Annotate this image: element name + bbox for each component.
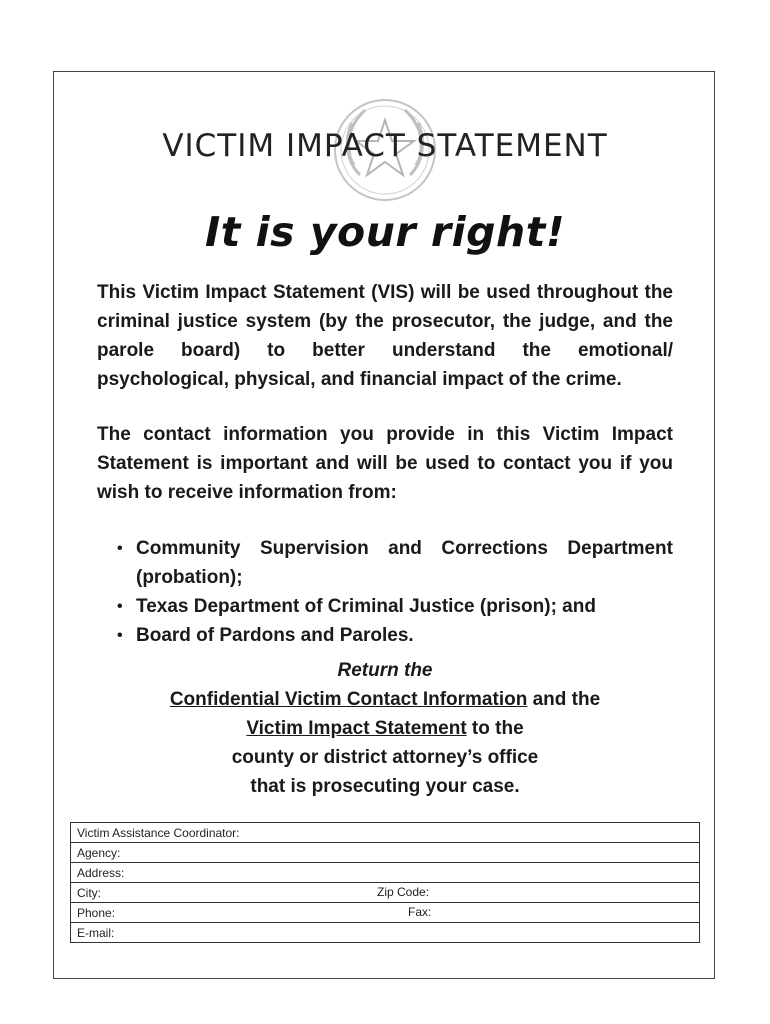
return-heading: Return the — [337, 660, 433, 681]
bullet-icon: • — [117, 540, 123, 557]
coordinator-contact-table — [70, 822, 700, 943]
list-item: • Board of Pardons and Paroles. — [97, 621, 673, 650]
vis-form-name: Victim Impact Statement — [246, 718, 467, 739]
city-zip-field[interactable] — [71, 883, 700, 903]
table-row — [71, 823, 700, 843]
email-field[interactable]: E-mail: — [71, 923, 700, 943]
phone-fax-field[interactable] — [71, 903, 700, 923]
zip-label: Zip Code: — [377, 885, 430, 899]
phone-label: Phone: — [77, 905, 116, 920]
return-instructions: Return the Confidential Victim Contact Information and the Victim Impact Statement to the county or district attorney’s office that is prosecuting your case. — [0, 656, 770, 801]
table-row — [71, 863, 700, 883]
bullet-icon: • — [117, 627, 123, 644]
fax-label: Fax: — [408, 905, 432, 919]
return-line-5: that is prosecuting your case. — [250, 776, 520, 797]
agency-field[interactable]: Agency: — [71, 843, 700, 863]
agency-list — [97, 534, 673, 650]
city-label: City: — [77, 885, 101, 900]
list-item: • Community Supervision and Corrections Department (probation); — [97, 534, 673, 592]
headline: It is your right! — [204, 208, 566, 256]
confidential-form-name: Confidential Victim Contact Information — [169, 689, 528, 710]
table-row — [71, 883, 700, 903]
address-field[interactable]: Address: — [71, 863, 700, 883]
table-row — [71, 843, 700, 863]
bullet-icon: • — [117, 598, 123, 615]
coordinator-field[interactable]: Victim Assistance Coordinator: — [71, 823, 700, 843]
list-item: • Texas Department of Criminal Justice (prison); and — [97, 592, 673, 621]
table-row — [71, 903, 700, 923]
intro-paragraph: This Victim Impact Statement (VIS) will be used throughout the criminal justice system (by the prosecutor, the judge, and the parole board) to better understand the emotional/ psychological, physical, and financial impact of the crime. — [97, 282, 673, 390]
return-line-4: county or district attorney’s office — [231, 747, 539, 768]
page-title: VICTIM IMPACT STATEMENT — [162, 128, 608, 164]
contact-info-paragraph: The contact information you provide in this Victim Impact Statement is important and will be used to contact you if you wish to receive information from: — [97, 424, 673, 503]
table-row — [71, 923, 700, 943]
